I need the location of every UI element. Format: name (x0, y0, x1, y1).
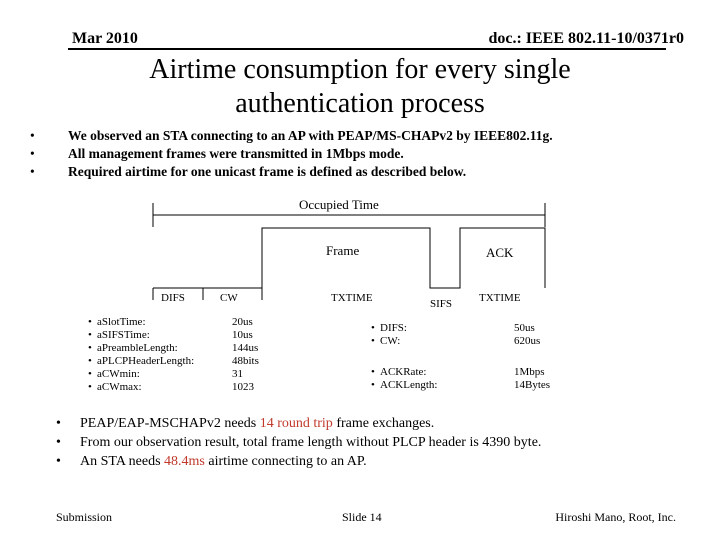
params-left-labels (88, 316, 194, 394)
footer-submission: Submission (56, 510, 113, 524)
param-value: 20us (232, 316, 253, 328)
param-value: 14Bytes (514, 379, 551, 391)
param-label: • aCWmin: (88, 368, 194, 381)
params-left-values (232, 316, 259, 394)
params-right-a-values (514, 322, 540, 348)
param-value: 620us (514, 335, 541, 347)
param-label: • ACKRate: (371, 366, 437, 379)
highlight: 14 round trip (259, 416, 333, 431)
sifs-label: SIFS (430, 298, 453, 310)
param-label: • aSlotTime: (88, 316, 194, 329)
conclusion-bullet: • From our observation result, total frame length without PLCP header is 4390 byte. (56, 433, 541, 452)
conclusion-bullet: • PEAP/EAP-MSCHAPv2 needs 14 round trip frame exchanges. (56, 414, 541, 433)
ack-label: ACK (486, 245, 514, 260)
param-label: • DIFS: (371, 322, 407, 335)
conclusion-bullets (56, 414, 541, 471)
conclusion-bullet: • An STA needs 48.4ms airtime connecting to an AP. (56, 452, 541, 471)
param-label: • aPreambleLength: (88, 342, 194, 355)
param-label: • aCWmax: (88, 381, 194, 394)
param-value: 144us (232, 342, 259, 354)
param-value: 48bits (232, 355, 259, 367)
params-right-a-labels (371, 322, 407, 348)
param-value: 10us (232, 329, 253, 341)
frame-label: Frame (326, 243, 360, 258)
txtime-frame-label: TXTIME (331, 292, 373, 304)
param-value: 31 (232, 368, 243, 380)
highlight: 48.4ms (164, 454, 205, 469)
footer-author: Hiroshi Mano, Root, Inc. (555, 510, 676, 524)
intro-bullet: • Required airtime for one unicast frame is defined as described below. (30, 163, 553, 181)
cw-label: CW (220, 292, 238, 304)
param-value: 1023 (232, 381, 254, 393)
difs-label: DIFS (161, 292, 185, 304)
header-doc-id: doc.: IEEE 802.11-10/0371r0 (488, 30, 684, 47)
param-value: 50us (514, 322, 535, 334)
intro-bullet: • All management frames were transmitted in 1Mbps mode. (30, 145, 553, 163)
slide-title-line2: authentication process (235, 88, 485, 119)
param-label: • CW: (371, 335, 407, 348)
param-label: • ACKLength: (371, 379, 437, 392)
params-right-b-values (514, 366, 550, 392)
intro-bullet: • We observed an STA connecting to an AP with PEAP/MS-CHAPv2 by IEEE802.11g. (30, 127, 553, 145)
slide-title-line1: Airtime consumption for every single (149, 54, 571, 85)
occupied-time-label: Occupied Time (299, 197, 379, 212)
param-label: • aSIFSTime: (88, 329, 194, 342)
txtime-ack-label: TXTIME (479, 292, 521, 304)
param-label: • aPLCPHeaderLength: (88, 355, 194, 368)
footer-slide-number: Slide 14 (342, 510, 382, 524)
header-date: Mar 2010 (72, 30, 138, 47)
params-right-b-labels (371, 366, 437, 392)
param-value: 1Mbps (514, 366, 545, 378)
